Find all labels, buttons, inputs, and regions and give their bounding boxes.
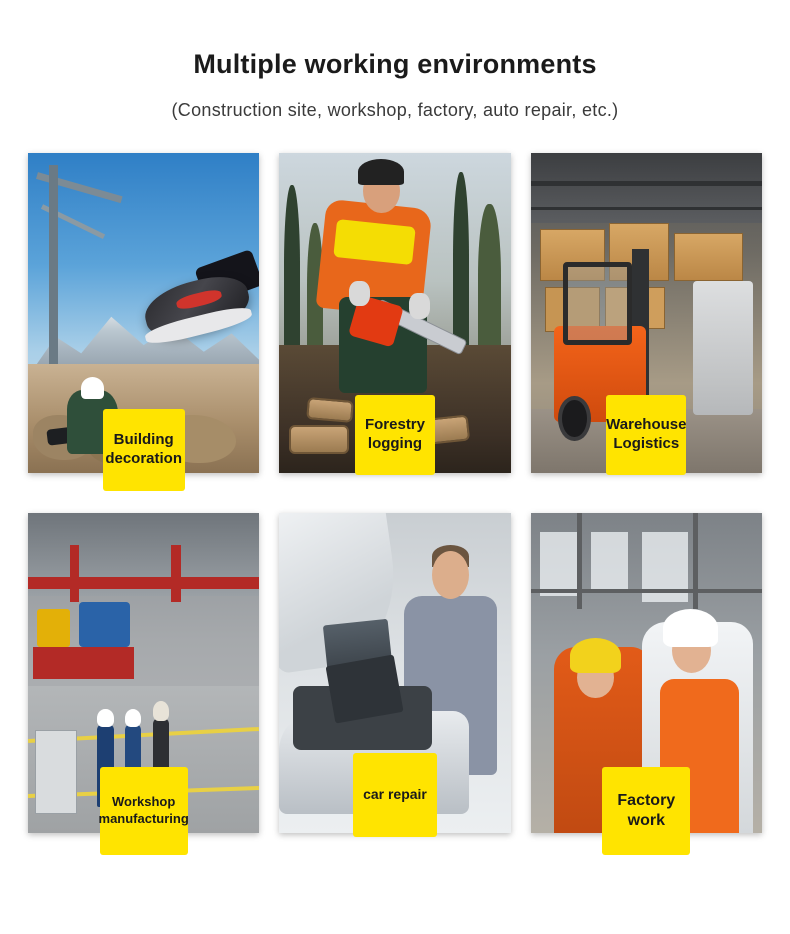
- label-line-1: Forestry: [364, 415, 425, 433]
- label-line-1: car repair: [363, 785, 427, 802]
- label-line-1: Warehouse: [606, 415, 687, 433]
- card-building-decoration: [28, 153, 259, 483]
- card-label-factory-work: [602, 767, 690, 855]
- environment-grid: [0, 153, 790, 843]
- card-label-forestry-logging: [355, 395, 435, 475]
- page-title: Multiple working environments: [193, 49, 597, 79]
- card-warehouse-logistics: [531, 153, 762, 483]
- card-factory-work: [531, 513, 762, 843]
- card-car-repair: [279, 513, 510, 843]
- label-line-2: work: [627, 811, 665, 829]
- page-subtitle: (Construction site, workshop, factory, auto repair, etc.): [171, 99, 619, 120]
- label-line-2: logging: [367, 434, 423, 452]
- card-workshop-manufacturing: [28, 513, 259, 843]
- card-forestry-logging: [279, 153, 510, 483]
- label-line-1: Workshop: [112, 794, 176, 810]
- card-label-building-decoration: [103, 409, 185, 491]
- label-line-2: decoration: [105, 449, 182, 467]
- card-label-workshop-manufacturing: [100, 767, 188, 855]
- label-line-1: Building: [113, 430, 174, 448]
- label-line-2: Logistics: [613, 434, 680, 452]
- card-label-car-repair: [353, 753, 437, 837]
- label-line-1: Factory: [617, 791, 676, 809]
- label-line-2: manufacturing: [98, 810, 189, 826]
- card-label-warehouse-logistics: [606, 395, 686, 475]
